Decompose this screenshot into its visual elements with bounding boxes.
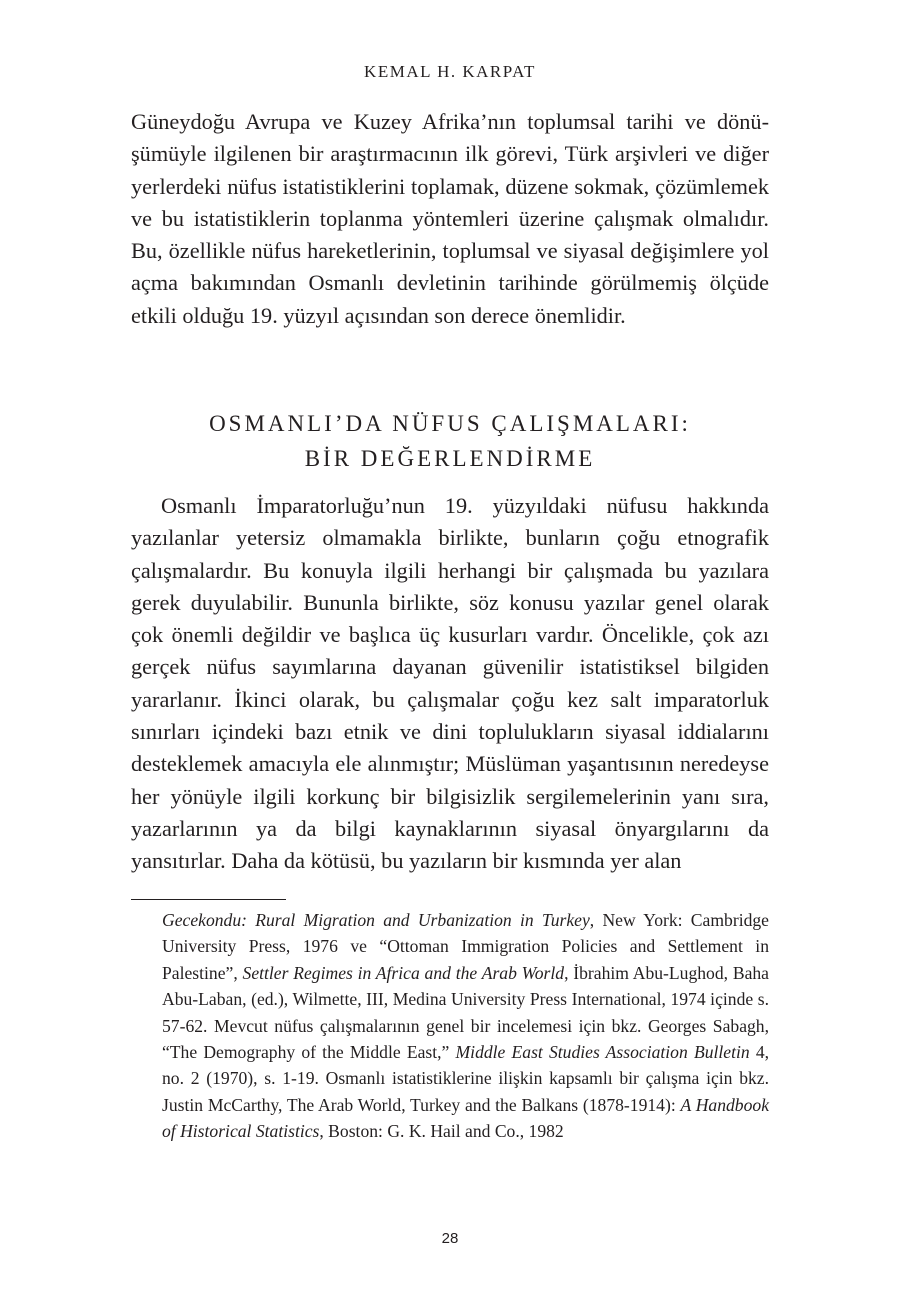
- section-title-line-1: OSMANLI’DA NÜFUS ÇALIŞMALARI:: [209, 411, 691, 436]
- footnote-text-2: , İbrahim Abu-Lughod, Baha Abu-Laban, (ed.), Wilmette, III, Medina University Press International, 1974 içinde s. 57-62. Mevcut nüfus çalışmalarının genel bir incelemesi için bkz. Georges Sabagh, “The Demography of the Middle East,”: [162, 962, 769, 1063]
- footnote-title-mesa-bulletin: Middle East Studies Association Bulletin: [455, 1042, 750, 1063]
- footnote-text-1: , New York: Cambridge University Press, 1976 ve “Ottoman Immigration Policies and Settlement in Palestine”,: [162, 910, 769, 983]
- section-title: [131, 406, 769, 476]
- footnote-divider: [131, 899, 286, 900]
- page-number: 28: [441, 1230, 459, 1247]
- running-head: KEMAL H. KARPAT: [364, 62, 536, 81]
- footnote-title-gecekondu: Gecekondu: Rural Migration and Urbanization in Turkey: [162, 910, 590, 930]
- footnote-text-4: , Boston: G. K. Hail and Co., 1982: [319, 1121, 564, 1142]
- section-title-line-2: BİR DEĞERLENDİRME: [304, 446, 596, 471]
- footnote-title-handbook: A Handbook of Historical Statistics: [162, 1094, 770, 1142]
- footnote: [162, 907, 769, 1145]
- footnote-title-settler-regimes: Settler Regimes in Africa and the Arab World: [242, 962, 565, 983]
- footnote-text-3: 4, no. 2 (1970), s. 1-19. Osmanlı istatistiklerine ilişkin kapsamlı bir çalışma için bkz. Justin McCarthy, The Arab World, Turkey and the Balkans (1878-1914):: [162, 1042, 770, 1115]
- paragraph-body: Osmanlı İmparatorluğu’nun 19. yüzyıldaki nüfusu hakkında yazılanlar yetersiz olmamakla birlikte, bunların çoğu etnografik çalışmalardır. Bu konuyla ilgili herhangi bir çalışmada bu yazılara gerek duyulabilir. Bununla birlikte, söz konusu yazılar genel olarak çok önemli değildir ve başlıca üç kusurları vardır. Öncelikle, çok azı gerçek nüfus sayımlarına dayanan güvenilir istatistiksel bilgiden yararlanır. İkinci olarak, bu çalışmalar çoğu kez salt imparatorluk sınırları içindeki bazı etnik ve dini toplulukların siyasal iddialarını desteklemek amacıyla ele alınmıştır; Müslüman yaşantısının neredeyse her yönüyle ilgili korkunç bir bilgisizlik sergilemelerinin yanı sıra, yazarlarının ya da bilgi kaynaklarının siyasal önyargılarını da yansıtırlar. Daha da kötüsü, bu yazıların bir kısmında yer alan: [131, 493, 769, 874]
- paragraph-intro: Güneydoğu Avrupa ve Kuzey Afrika’nın toplumsal tarihi ve dönüşümüyle ilgilenen bir araştırmacının ilk görevi, Türk arşivleri ve diğer yerlerdeki nüfus istatistiklerini toplamak, düzene sokmak, çözümlemek ve bu istatistiklerin toplanma yöntemleri üzerine çalışmak olmalıdır. Bu, özellikle nüfus hareketlerinin, toplumsal ve siyasal değişimlere yol açma bakımından Osmanlı devletinin tarihinde görülmemiş ölçüde etkili olduğu 19. yüzyıl açısından son derece önemlidir.: [131, 109, 769, 328]
